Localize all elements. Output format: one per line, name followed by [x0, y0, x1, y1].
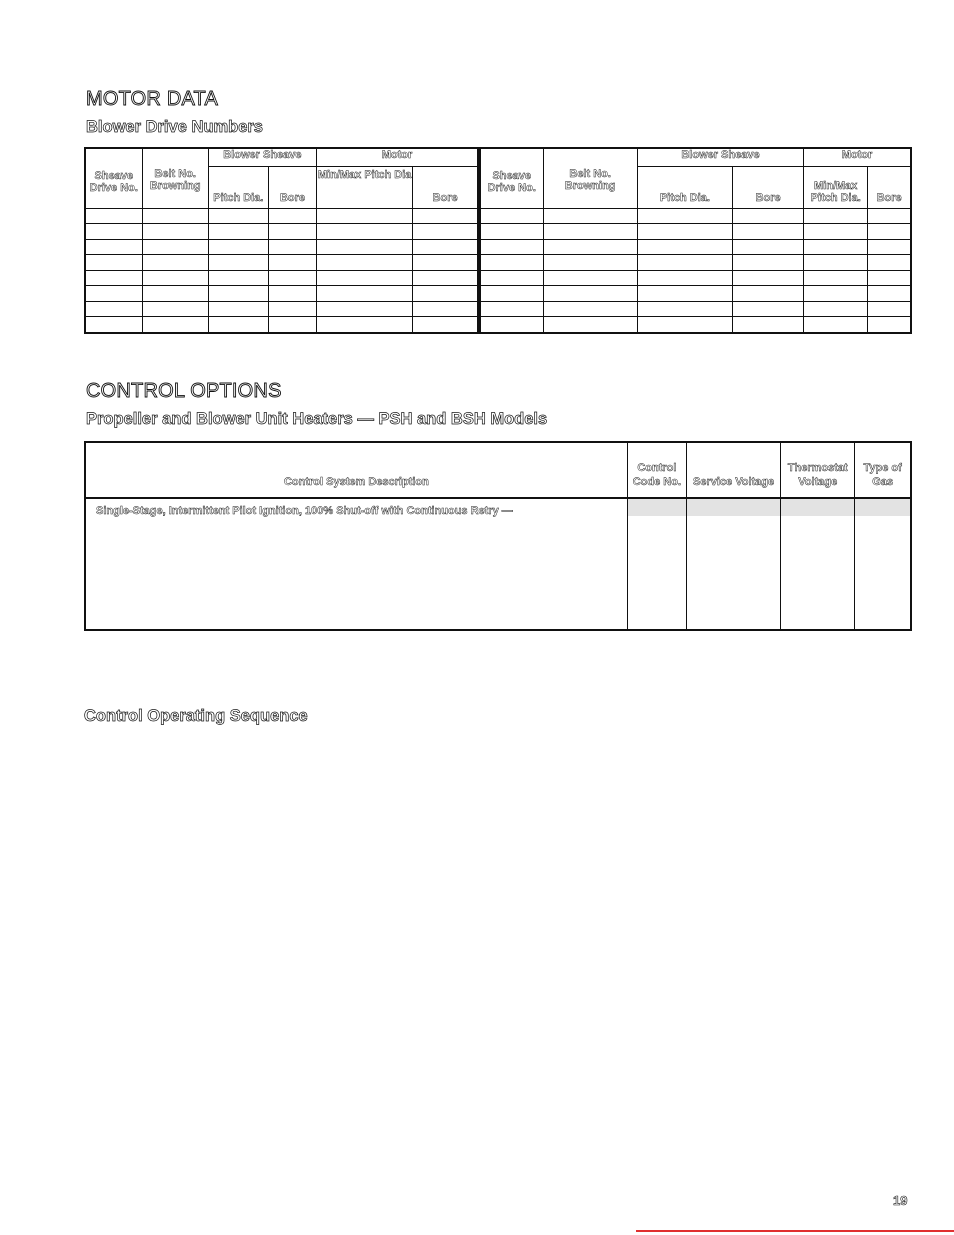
- min-max-pitch-dia-header: Min/Max Pitch Dia: [317, 166, 413, 208]
- table-cell: [868, 286, 911, 302]
- table-cell: [142, 208, 208, 224]
- table-cell: [868, 208, 911, 224]
- table-row: [85, 208, 911, 224]
- table-cell: [142, 239, 208, 255]
- control-code-header: Control Code No.: [627, 442, 686, 498]
- min-max-pitch-dia-header-right: Min/Max Pitch Dia.: [804, 166, 868, 208]
- table-cell: [804, 239, 868, 255]
- table-cell: [543, 239, 637, 255]
- table-cell: [85, 301, 142, 317]
- table-cell: [268, 239, 316, 255]
- table-cell: [543, 255, 637, 271]
- table-cell: [637, 317, 732, 333]
- bore-header: Bore: [268, 166, 316, 208]
- table-row: [85, 270, 911, 286]
- motor-data-title: MOTOR DATA: [86, 88, 218, 110]
- table-cell: [85, 224, 142, 240]
- table-cell: [479, 255, 543, 271]
- table-cell: [317, 255, 413, 271]
- page-number: 19: [893, 1193, 908, 1208]
- table-cell: [543, 208, 637, 224]
- table-cell: [732, 317, 803, 333]
- table-cell: [317, 208, 413, 224]
- control-description-header: Control System Description: [85, 442, 627, 498]
- table-cell: [479, 224, 543, 240]
- control-row: [85, 498, 911, 630]
- table-cell: [208, 255, 268, 271]
- table-cell: [804, 286, 868, 302]
- table-row: [85, 317, 911, 333]
- table-cell: [479, 317, 543, 333]
- table-cell: [868, 270, 911, 286]
- control-row-description: Single-Stage, Intermittent Pilot Ignition, 100% Shut-off with Continuous Retry —: [85, 498, 627, 630]
- table-cell: [142, 301, 208, 317]
- service-voltage-header: Service Voltage: [686, 442, 780, 498]
- table-cell: [208, 270, 268, 286]
- table-cell: [732, 286, 803, 302]
- blower-drive-numbers-subtitle: Blower Drive Numbers: [86, 118, 263, 136]
- bore-header-motor: Bore: [413, 166, 479, 208]
- table-cell: [479, 208, 543, 224]
- table-cell: [85, 286, 142, 302]
- table-cell: [208, 317, 268, 333]
- pitch-dia-header-right: Pitch Dia.: [637, 166, 732, 208]
- table-cell: [317, 317, 413, 333]
- table-cell: [142, 317, 208, 333]
- service-voltage-cell: [686, 498, 780, 630]
- table-cell: [317, 270, 413, 286]
- table-cell: [413, 270, 479, 286]
- table-cell: [268, 208, 316, 224]
- table-cell: [637, 255, 732, 271]
- gas-type-cell: [855, 498, 911, 630]
- table-cell: [732, 224, 803, 240]
- blower-sheave-header: Blower Sheave: [208, 148, 316, 166]
- table-cell: [317, 224, 413, 240]
- table-cell: [413, 208, 479, 224]
- table-cell: [868, 239, 911, 255]
- table-cell: [413, 301, 479, 317]
- table-cell: [268, 317, 316, 333]
- table-cell: [804, 224, 868, 240]
- table-cell: [413, 317, 479, 333]
- table-cell: [732, 255, 803, 271]
- table-cell: [637, 301, 732, 317]
- table-cell: [317, 286, 413, 302]
- control-options-subtitle: Propeller and Blower Unit Heaters — PSH and BSH Models: [86, 410, 548, 428]
- table-cell: [804, 317, 868, 333]
- thermostat-voltage-cell: [781, 498, 855, 630]
- table-cell: [732, 239, 803, 255]
- table-cell: [85, 239, 142, 255]
- table-cell: [868, 224, 911, 240]
- table-cell: [413, 255, 479, 271]
- pitch-dia-header: Pitch Dia.: [208, 166, 268, 208]
- table-row: [85, 255, 911, 271]
- table-cell: [142, 255, 208, 271]
- control-options-title: CONTROL OPTIONS: [86, 380, 282, 402]
- control-options-table: [84, 441, 912, 631]
- table-cell: [413, 286, 479, 302]
- table-cell: [868, 301, 911, 317]
- table-cell: [317, 301, 413, 317]
- sheave-drive-no-header: Sheave Drive No.: [85, 148, 142, 208]
- table-cell: [543, 286, 637, 302]
- table-cell: [413, 224, 479, 240]
- control-code-cell: [627, 498, 686, 630]
- belt-no-header: Belt No. Browning: [142, 148, 208, 208]
- table-cell: [85, 317, 142, 333]
- table-cell: [804, 208, 868, 224]
- control-operating-sequence-title: Control Operating Sequence: [84, 707, 308, 725]
- table-cell: [804, 270, 868, 286]
- table-cell: [268, 224, 316, 240]
- table-cell: [732, 270, 803, 286]
- table-cell: [637, 239, 732, 255]
- motor-header-right: Motor: [804, 148, 911, 166]
- table-cell: [543, 270, 637, 286]
- table-cell: [479, 301, 543, 317]
- blower-sheave-header-right: Blower Sheave: [637, 148, 803, 166]
- table-cell: [85, 270, 142, 286]
- table-cell: [413, 239, 479, 255]
- gas-type-header: Type of Gas: [855, 442, 911, 498]
- table-cell: [868, 255, 911, 271]
- table-cell: [479, 270, 543, 286]
- table-cell: [268, 270, 316, 286]
- table-cell: [268, 255, 316, 271]
- table-cell: [85, 208, 142, 224]
- table-cell: [543, 224, 637, 240]
- table-cell: [142, 286, 208, 302]
- motor-data-rows: [85, 208, 911, 333]
- motor-data-table: [84, 147, 912, 334]
- thermostat-voltage-header: Thermostat Voltage: [781, 442, 855, 498]
- table-cell: [804, 255, 868, 271]
- table-cell: [268, 286, 316, 302]
- table-cell: [543, 301, 637, 317]
- table-row: [85, 301, 911, 317]
- table-cell: [732, 301, 803, 317]
- table-cell: [868, 317, 911, 333]
- bore-header-right: Bore: [732, 166, 803, 208]
- table-row: [85, 239, 911, 255]
- table-cell: [637, 270, 732, 286]
- table-cell: [208, 301, 268, 317]
- table-row: [85, 286, 911, 302]
- table-cell: [637, 286, 732, 302]
- motor-header-row-1: [85, 148, 911, 166]
- table-cell: [637, 224, 732, 240]
- motor-header: Motor: [317, 148, 479, 166]
- table-cell: [732, 208, 803, 224]
- table-cell: [637, 208, 732, 224]
- table-cell: [208, 208, 268, 224]
- table-cell: [479, 239, 543, 255]
- table-cell: [543, 317, 637, 333]
- table-cell: [804, 301, 868, 317]
- table-cell: [479, 286, 543, 302]
- bore-header-motor-right: Bore: [868, 166, 911, 208]
- table-row: [85, 224, 911, 240]
- belt-no-header-right: Belt No. Browning: [543, 148, 637, 208]
- table-cell: [85, 255, 142, 271]
- sheave-drive-no-header-right: Sheave Drive No.: [479, 148, 543, 208]
- control-header-row: [85, 442, 911, 498]
- footer-rule: [636, 1230, 954, 1232]
- table-cell: [142, 270, 208, 286]
- table-cell: [268, 301, 316, 317]
- table-cell: [208, 286, 268, 302]
- table-cell: [142, 224, 208, 240]
- table-cell: [208, 224, 268, 240]
- table-cell: [208, 239, 268, 255]
- table-cell: [317, 239, 413, 255]
